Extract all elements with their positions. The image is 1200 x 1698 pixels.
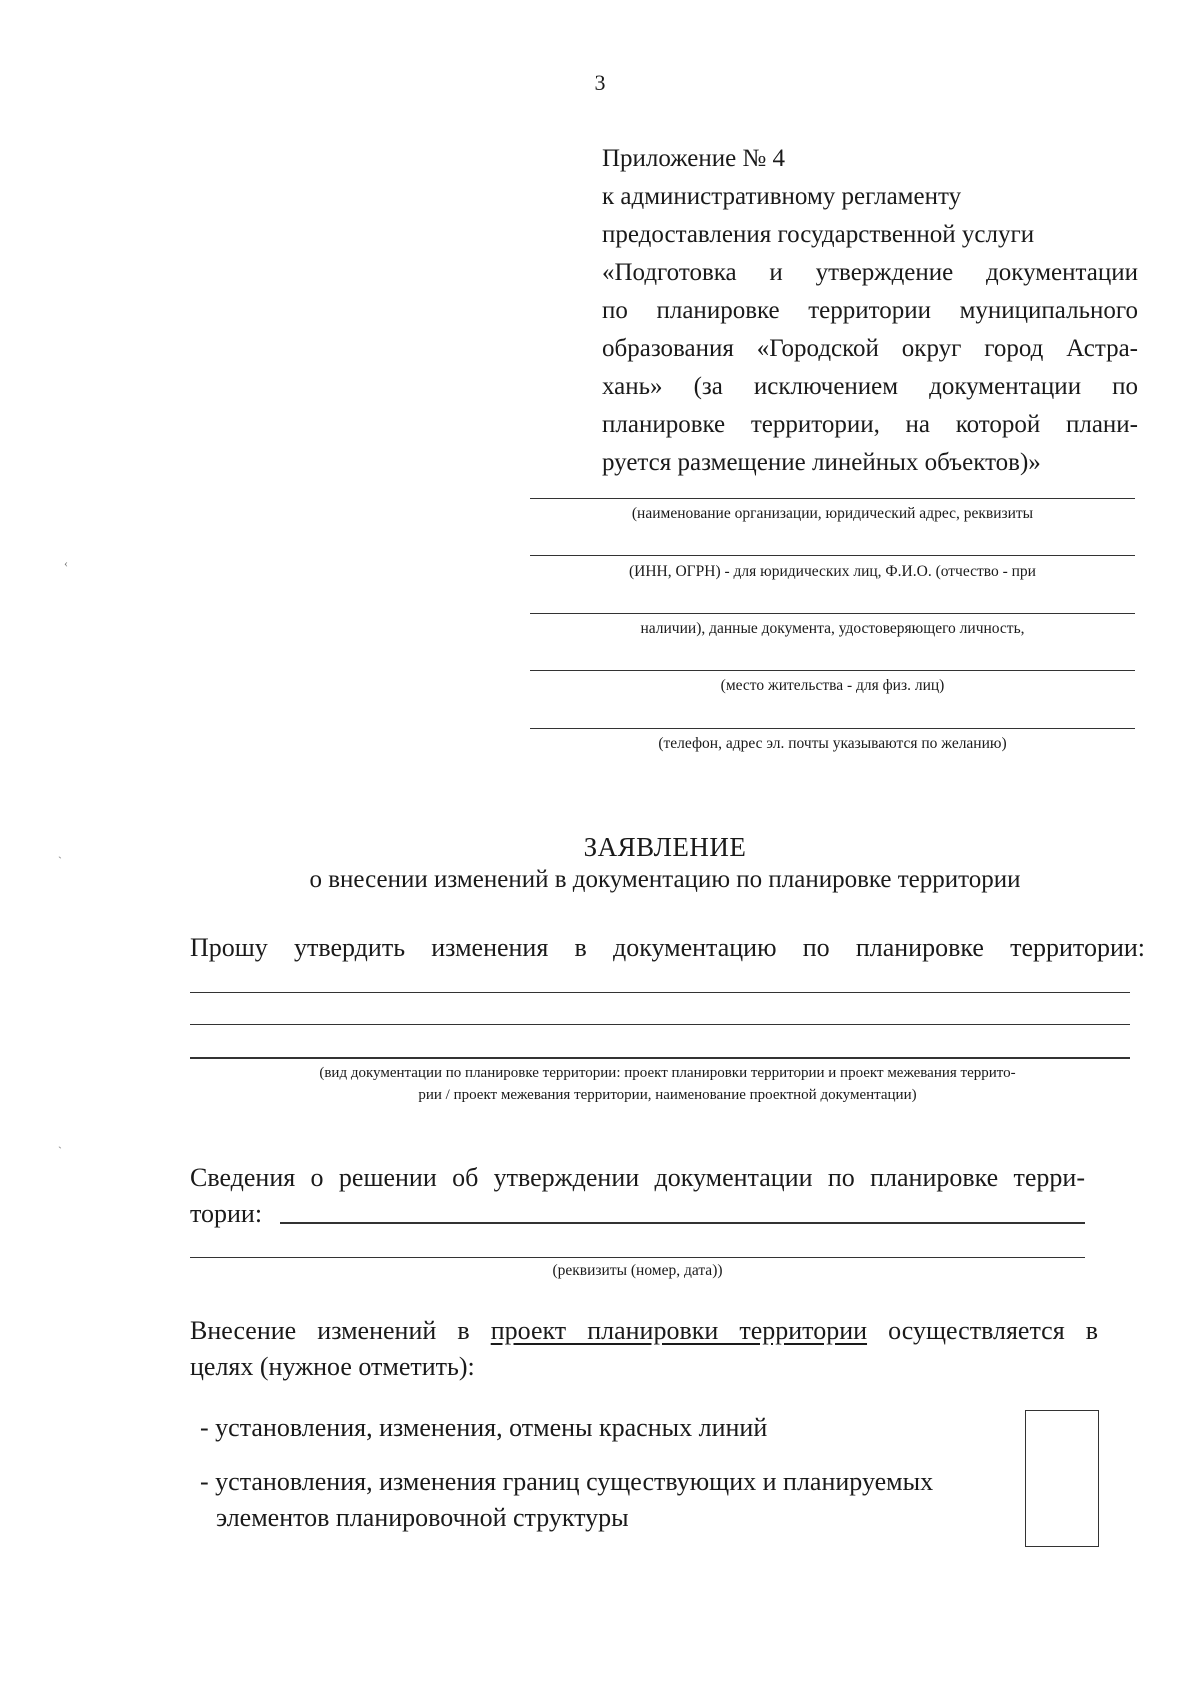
applicant-field-line[interactable] — [530, 613, 1135, 614]
request-text — [190, 930, 1145, 966]
applicant-caption: (место жительства - для физ. лиц) — [720, 677, 945, 694]
appendix-line: к административному регламенту — [602, 183, 962, 210]
doc-type-field-line[interactable] — [190, 992, 1130, 993]
appendix-line: хань» (за исключением документации по — [602, 373, 1138, 400]
decision-field-line[interactable] — [280, 1222, 1085, 1224]
option-label: элементов планировочной структуры — [216, 1503, 629, 1532]
applicant-field-line[interactable] — [530, 670, 1135, 671]
appendix-line: планировке территории, на которой плани- — [602, 411, 1138, 438]
scan-speck: ‹ — [64, 556, 68, 570]
doc-type-caption-line: рии / проект межевания территории, наименование проектной документации) — [418, 1087, 917, 1103]
option-checkbox[interactable] — [1025, 1410, 1099, 1464]
appendix-line: Приложение № 4 — [602, 145, 786, 172]
decision-line: Сведения о решении об утверждении документации по планировке терри- — [190, 1163, 1085, 1192]
scan-speck: ˎ — [58, 845, 62, 859]
applicant-caption: (телефон, адрес эл. почты указываются по желанию) — [658, 735, 1007, 752]
option-item — [200, 1410, 1020, 1446]
doc-type-caption-line: (вид документации по планировке территории: проект планировки территории и проект межевания террито- — [319, 1065, 1016, 1081]
applicant-caption: наличии), данные документа, удостоверяющего личность, — [640, 620, 1025, 637]
decision-caption: (реквизиты (номер, дата)) — [552, 1262, 723, 1279]
document-title: ЗАЯВЛЕНИЕ — [583, 832, 747, 862]
doc-type-caption — [190, 1062, 1145, 1106]
applicant-field-line[interactable] — [530, 498, 1135, 499]
appendix-line: руется размещение линейных объектов)» — [602, 449, 1041, 476]
applicant-field-line[interactable] — [530, 555, 1135, 556]
purpose-underlined: проект планировки территории — [490, 1316, 868, 1345]
purpose-text — [190, 1313, 1098, 1385]
appendix-line: «Подготовка и утверждение документации — [602, 259, 1138, 286]
applicant-caption: (наименование организации, юридический адрес, реквизиты — [631, 505, 1034, 522]
request-line: Прошу утвердить изменения в документацию по планировке территории: — [190, 933, 1145, 962]
option-label: - установления, изменения границ существующих и планируемых — [200, 1467, 934, 1496]
page-number: 3 — [594, 70, 606, 95]
applicant-caption: (ИНН, ОГРН) - для юридических лиц, Ф.И.О. (отчество - при — [629, 563, 1036, 580]
decision-field-line[interactable] — [190, 1257, 1085, 1258]
applicant-field-line[interactable] — [530, 728, 1135, 729]
purpose-suffix: осуществляется в — [888, 1316, 1098, 1345]
option-item — [200, 1464, 1020, 1536]
option-label: - установления, изменения, отмены красных линий — [200, 1413, 768, 1442]
appendix-line: образования «Городской округ город Астра- — [602, 335, 1138, 362]
document-subtitle: о внесении изменений в документацию по планировке территории — [309, 866, 1021, 893]
doc-type-field-line[interactable] — [190, 1057, 1130, 1059]
purpose-line — [190, 1313, 1098, 1349]
decision-line: тории: — [190, 1199, 263, 1228]
doc-type-field-line[interactable] — [190, 1024, 1130, 1025]
appendix-header — [602, 140, 1138, 482]
appendix-line: по планировке территории муниципального — [602, 297, 1138, 324]
option-checkbox[interactable] — [1025, 1462, 1099, 1547]
purpose-prefix: Внесение изменений в — [190, 1316, 470, 1345]
appendix-line: предоставления государственной услуги — [602, 221, 1035, 248]
scan-speck: ˎ — [58, 1135, 62, 1149]
purpose-line: целях (нужное отметить): — [190, 1352, 475, 1381]
